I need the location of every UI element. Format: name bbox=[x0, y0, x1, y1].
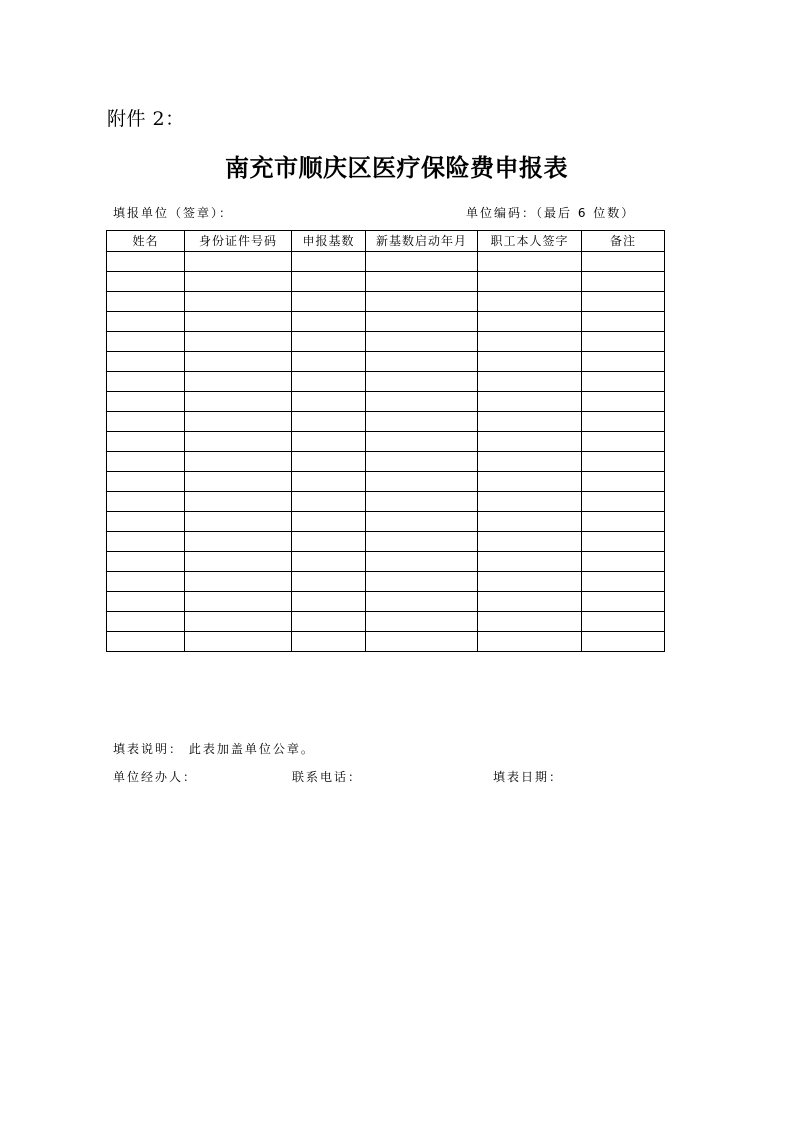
table-body bbox=[107, 252, 665, 652]
table-header-row bbox=[107, 231, 665, 252]
cell-remarks[interactable] bbox=[582, 252, 665, 272]
table-row bbox=[107, 352, 665, 372]
cell-id-number[interactable] bbox=[185, 252, 292, 272]
table-row bbox=[107, 612, 665, 632]
cell-id-number[interactable] bbox=[185, 552, 292, 572]
cell-start-month[interactable] bbox=[366, 632, 478, 652]
cell-declared-base[interactable] bbox=[292, 412, 366, 432]
cell-declared-base[interactable] bbox=[292, 452, 366, 472]
cell-remarks[interactable] bbox=[582, 452, 665, 472]
cell-declared-base[interactable] bbox=[292, 352, 366, 372]
table-row bbox=[107, 372, 665, 392]
cell-remarks[interactable] bbox=[582, 312, 665, 332]
cell-remarks[interactable] bbox=[582, 332, 665, 352]
fill-instructions: 填表说明： 此表加盖单位公章。 bbox=[113, 742, 315, 756]
cell-remarks[interactable] bbox=[582, 512, 665, 532]
cell-declared-base[interactable] bbox=[292, 292, 366, 312]
cell-remarks[interactable] bbox=[582, 472, 665, 492]
cell-start-month[interactable] bbox=[366, 412, 478, 432]
cell-id-number[interactable] bbox=[185, 372, 292, 392]
cell-employee-signature[interactable] bbox=[478, 392, 582, 412]
cell-remarks[interactable] bbox=[582, 632, 665, 652]
cell-name[interactable] bbox=[107, 372, 185, 392]
cell-employee-signature[interactable] bbox=[478, 372, 582, 392]
cell-start-month[interactable] bbox=[366, 472, 478, 492]
cell-name[interactable] bbox=[107, 612, 185, 632]
cell-remarks[interactable] bbox=[582, 532, 665, 552]
column-header-name: 姓名 bbox=[107, 231, 185, 252]
cell-id-number[interactable] bbox=[185, 332, 292, 352]
cell-name[interactable] bbox=[107, 292, 185, 312]
cell-declared-base[interactable] bbox=[292, 372, 366, 392]
table-row bbox=[107, 472, 665, 492]
cell-id-number[interactable] bbox=[185, 532, 292, 552]
cell-remarks[interactable] bbox=[582, 432, 665, 452]
cell-start-month[interactable] bbox=[366, 532, 478, 552]
cell-employee-signature[interactable] bbox=[478, 632, 582, 652]
cell-declared-base[interactable] bbox=[292, 272, 366, 292]
cell-id-number[interactable] bbox=[185, 352, 292, 372]
cell-declared-base[interactable] bbox=[292, 632, 366, 652]
cell-employee-signature[interactable] bbox=[478, 252, 582, 272]
cell-declared-base[interactable] bbox=[292, 432, 366, 452]
cell-start-month[interactable] bbox=[366, 592, 478, 612]
cell-declared-base[interactable] bbox=[292, 252, 366, 272]
cell-employee-signature[interactable] bbox=[478, 312, 582, 332]
column-header-declared-base: 申报基数 bbox=[292, 231, 366, 252]
cell-start-month[interactable] bbox=[366, 512, 478, 532]
cell-id-number[interactable] bbox=[185, 472, 292, 492]
cell-employee-signature[interactable] bbox=[478, 532, 582, 552]
cell-id-number[interactable] bbox=[185, 612, 292, 632]
cell-id-number[interactable] bbox=[185, 452, 292, 472]
cell-declared-base[interactable] bbox=[292, 332, 366, 352]
cell-declared-base[interactable] bbox=[292, 572, 366, 592]
unit-code-label: 单位编码：（最后 6 位数） bbox=[466, 206, 636, 220]
fill-unit-label: 填报单位（签章）： bbox=[113, 206, 234, 220]
cell-start-month[interactable] bbox=[366, 492, 478, 512]
cell-employee-signature[interactable] bbox=[478, 552, 582, 572]
cell-id-number[interactable] bbox=[185, 392, 292, 412]
cell-declared-base[interactable] bbox=[292, 492, 366, 512]
cell-employee-signature[interactable] bbox=[478, 592, 582, 612]
table-row bbox=[107, 532, 665, 552]
cell-remarks[interactable] bbox=[582, 492, 665, 512]
cell-employee-signature[interactable] bbox=[478, 492, 582, 512]
contact-phone-label: 联系电话： bbox=[292, 770, 363, 784]
table-row bbox=[107, 312, 665, 332]
cell-name[interactable] bbox=[107, 432, 185, 452]
cell-remarks[interactable] bbox=[582, 272, 665, 292]
cell-remarks[interactable] bbox=[582, 612, 665, 632]
cell-employee-signature[interactable] bbox=[478, 432, 582, 452]
column-header-employee-signature: 职工本人签字 bbox=[478, 231, 582, 252]
cell-name[interactable] bbox=[107, 472, 185, 492]
cell-name[interactable] bbox=[107, 592, 185, 612]
cell-remarks[interactable] bbox=[582, 392, 665, 412]
cell-name[interactable] bbox=[107, 572, 185, 592]
unit-handler-label: 单位经办人： bbox=[113, 770, 198, 784]
table-row bbox=[107, 512, 665, 532]
table-row bbox=[107, 332, 665, 352]
column-header-start-month: 新基数启动年月 bbox=[366, 231, 478, 252]
cell-start-month[interactable] bbox=[366, 612, 478, 632]
cell-start-month[interactable] bbox=[366, 272, 478, 292]
fill-date-label: 填表日期： bbox=[493, 770, 564, 784]
cell-employee-signature[interactable] bbox=[478, 612, 582, 632]
column-header-id-number: 身份证件号码 bbox=[185, 231, 292, 252]
cell-id-number[interactable] bbox=[185, 432, 292, 452]
cell-name[interactable] bbox=[107, 552, 185, 572]
cell-name[interactable] bbox=[107, 252, 185, 272]
cell-declared-base[interactable] bbox=[292, 532, 366, 552]
cell-declared-base[interactable] bbox=[292, 312, 366, 332]
cell-start-month[interactable] bbox=[366, 372, 478, 392]
table-row bbox=[107, 272, 665, 292]
cell-id-number[interactable] bbox=[185, 572, 292, 592]
cell-name[interactable] bbox=[107, 272, 185, 292]
cell-id-number[interactable] bbox=[185, 312, 292, 332]
cell-name[interactable] bbox=[107, 452, 185, 472]
cell-start-month[interactable] bbox=[366, 392, 478, 412]
table-row bbox=[107, 632, 665, 652]
cell-name[interactable] bbox=[107, 312, 185, 332]
table-row bbox=[107, 452, 665, 472]
cell-start-month[interactable] bbox=[366, 552, 478, 572]
cell-id-number[interactable] bbox=[185, 412, 292, 432]
table-row bbox=[107, 572, 665, 592]
table-row bbox=[107, 492, 665, 512]
cell-employee-signature[interactable] bbox=[478, 412, 582, 432]
cell-employee-signature[interactable] bbox=[478, 292, 582, 312]
page-title: 南充市顺庆区医疗保险费申报表 bbox=[225, 153, 568, 182]
cell-id-number[interactable] bbox=[185, 592, 292, 612]
cell-name[interactable] bbox=[107, 512, 185, 532]
cell-id-number[interactable] bbox=[185, 512, 292, 532]
cell-remarks[interactable] bbox=[582, 572, 665, 592]
cell-name[interactable] bbox=[107, 352, 185, 372]
cell-start-month[interactable] bbox=[366, 252, 478, 272]
table-row bbox=[107, 432, 665, 452]
table-row bbox=[107, 292, 665, 312]
table-row bbox=[107, 552, 665, 572]
cell-employee-signature[interactable] bbox=[478, 572, 582, 592]
cell-employee-signature[interactable] bbox=[478, 352, 582, 372]
cell-employee-signature[interactable] bbox=[478, 472, 582, 492]
cell-id-number[interactable] bbox=[185, 632, 292, 652]
cell-id-number[interactable] bbox=[185, 492, 292, 512]
cell-name[interactable] bbox=[107, 632, 185, 652]
cell-start-month[interactable] bbox=[366, 452, 478, 472]
attachment-label: 附件 2： bbox=[107, 108, 185, 130]
cell-name[interactable] bbox=[107, 492, 185, 512]
cell-name[interactable] bbox=[107, 392, 185, 412]
cell-id-number[interactable] bbox=[185, 272, 292, 292]
table-row bbox=[107, 412, 665, 432]
cell-employee-signature[interactable] bbox=[478, 272, 582, 292]
cell-declared-base[interactable] bbox=[292, 512, 366, 532]
column-header-remarks: 备注 bbox=[582, 231, 665, 252]
cell-start-month[interactable] bbox=[366, 352, 478, 372]
cell-name[interactable] bbox=[107, 412, 185, 432]
cell-start-month[interactable] bbox=[366, 572, 478, 592]
cell-name[interactable] bbox=[107, 332, 185, 352]
cell-remarks[interactable] bbox=[582, 372, 665, 392]
cell-start-month[interactable] bbox=[366, 312, 478, 332]
cell-start-month[interactable] bbox=[366, 292, 478, 312]
declaration-table bbox=[106, 230, 665, 652]
cell-remarks[interactable] bbox=[582, 292, 665, 312]
cell-remarks[interactable] bbox=[582, 552, 665, 572]
cell-name[interactable] bbox=[107, 532, 185, 552]
cell-declared-base[interactable] bbox=[292, 392, 366, 412]
cell-start-month[interactable] bbox=[366, 332, 478, 352]
table-row bbox=[107, 252, 665, 272]
cell-declared-base[interactable] bbox=[292, 472, 366, 492]
table-row bbox=[107, 592, 665, 612]
cell-id-number[interactable] bbox=[185, 292, 292, 312]
cell-start-month[interactable] bbox=[366, 432, 478, 452]
cell-declared-base[interactable] bbox=[292, 592, 366, 612]
cell-remarks[interactable] bbox=[582, 352, 665, 372]
cell-declared-base[interactable] bbox=[292, 552, 366, 572]
cell-remarks[interactable] bbox=[582, 592, 665, 612]
cell-remarks[interactable] bbox=[582, 412, 665, 432]
table-row bbox=[107, 392, 665, 412]
cell-employee-signature[interactable] bbox=[478, 332, 582, 352]
cell-employee-signature[interactable] bbox=[478, 452, 582, 472]
cell-employee-signature[interactable] bbox=[478, 512, 582, 532]
cell-declared-base[interactable] bbox=[292, 612, 366, 632]
